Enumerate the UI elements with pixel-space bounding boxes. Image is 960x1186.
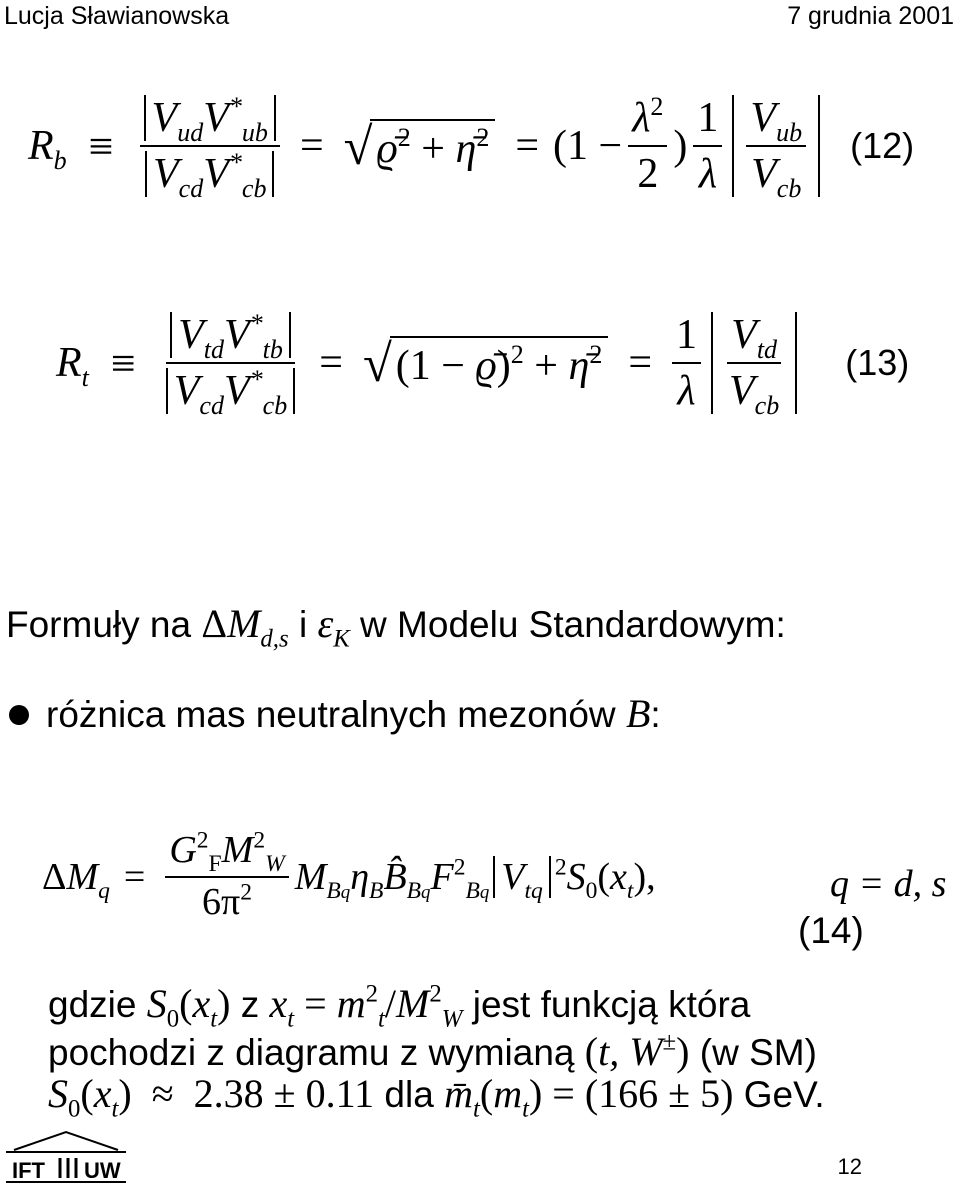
heading-text-2: i xyxy=(298,604,308,645)
ift-uw-logo xyxy=(4,1128,128,1184)
line2-text-b: (w SM) xyxy=(699,1032,817,1073)
bullet-item: różnica mas neutralnych mezonów B: xyxy=(46,691,661,736)
page-number: 12 xyxy=(837,1154,862,1179)
equation-label-14: (14) xyxy=(798,910,864,951)
equation-12: $R_b$ ≡ $\frac{V_{ud}V^*_{ub}}{V_{cd}V^*_{cb}}$ = √ ϱ̄$^2$ + η̄$^2$ = (1 − $\frac{\lambda^2}{2}$ ) $\frac{1}{\lambda}$ $\frac{V_{ub}}{V_{cb}}$ (12) xyxy=(28,91,915,204)
logo-text-uw: UW xyxy=(84,1158,121,1183)
equation-14: $\Delta M_q$ = $\frac{G^2_FM^2_W}{6\pi^2}$ $M_{Bq}\eta_BB̂_{Bq}F^2_{Bq}$ $V_{tq}^2S_0(x_t)$, xyxy=(42,827,656,923)
heading-text-1: Formuły na xyxy=(6,604,192,645)
heading-text-3: w Modelu Standardowym: xyxy=(360,604,786,645)
equation-14-condition: q = d, s xyxy=(830,863,947,905)
bullet-item-text: różnica mas neutralnych mezonów xyxy=(46,694,616,735)
line2-text-a: pochodzi z diagramu z wymianą xyxy=(48,1032,575,1073)
header-date: 7 grudnia 2001 xyxy=(787,2,954,30)
line1-text-c: jest funkcją która xyxy=(472,984,751,1025)
logo-text-ift: IFT xyxy=(12,1158,45,1183)
bullet-point xyxy=(9,705,29,725)
line1-text-a: gdzie xyxy=(48,984,137,1025)
equation-13: $R_t$ ≡ $\frac{V_{td}V^*_{tb}}{V_{cd}V^*_{cb}}$ = √ (1 − ϱ̄)$^2$ + η̄$^2$ = $\frac{1}{\lambda}$ $\frac{V_{td}}{V_{cb}}$ (13) xyxy=(56,308,910,421)
equation-label-12: (12) xyxy=(850,125,915,167)
line3-text-a: dla xyxy=(384,1074,434,1115)
formulas-heading: Formuły na $\Delta M_{d,s}$ i $\varepsilon_K$ w Modelu Standardowym: xyxy=(6,601,786,653)
explanation-line-3: $S_0(x_t) \approx 2.38 \pm 0.11$ dla $m̄_t(m_t) = (166 \pm 5)$ GeV. xyxy=(48,1071,825,1123)
equation-label-13: (13) xyxy=(845,342,910,384)
line3-text-b: GeV. xyxy=(743,1074,825,1115)
explanation-line-1: gdzie $S_0(x_t)$ z $x_t = m^2_t/M^2_W$ jest funkcją która xyxy=(48,980,751,1033)
explanation-line-2: pochodzi z diagramu z wymianą (t, W±) (w SM) xyxy=(48,1028,817,1074)
line1-text-b: z xyxy=(240,984,260,1025)
header-author: Lucja Sławianowska xyxy=(4,2,230,30)
